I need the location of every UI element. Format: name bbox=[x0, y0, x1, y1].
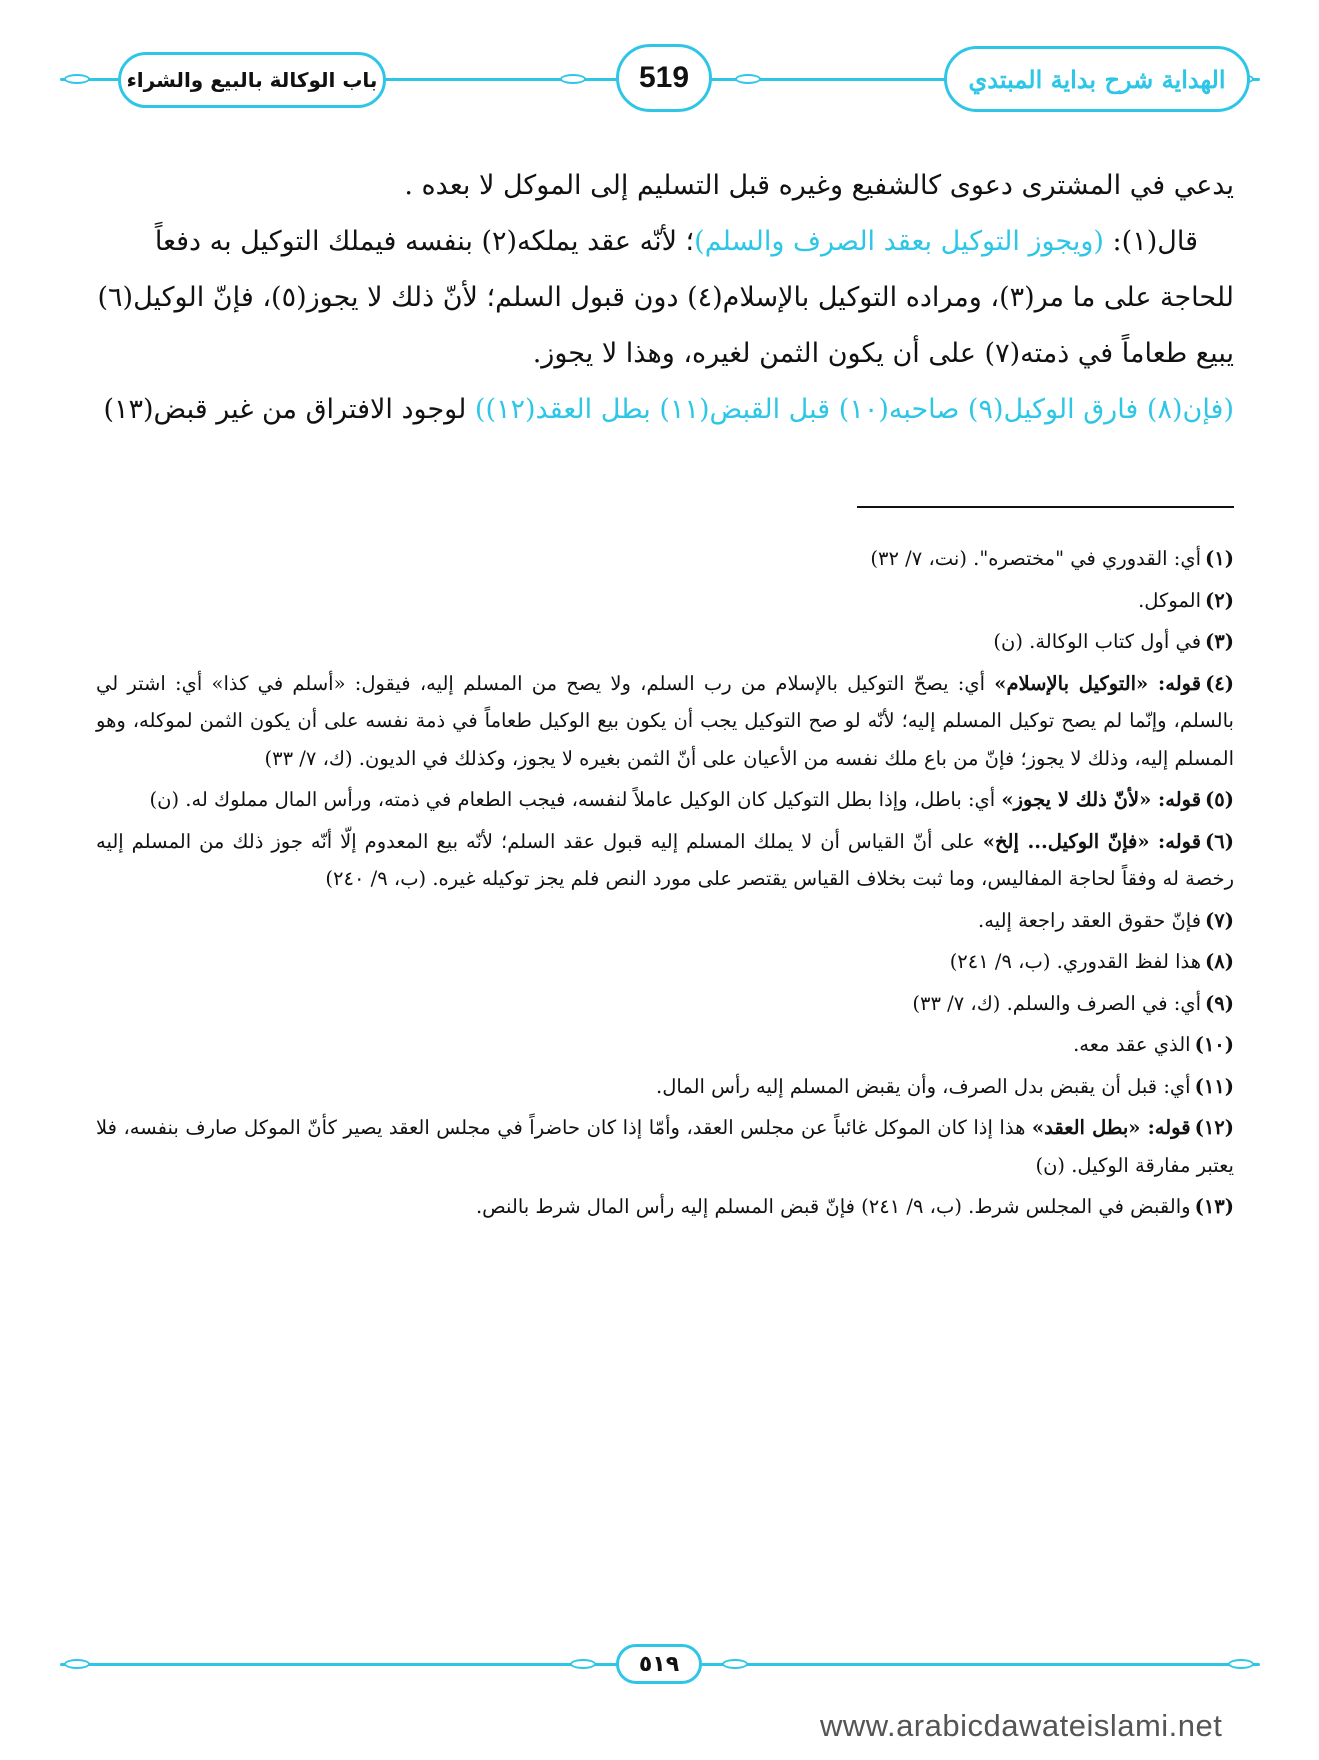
main-line-1: يدعي في المشترى دعوى كالشفيع وغيره قبل التسليم إلى الموكل لا بعده . bbox=[404, 170, 1234, 201]
page-number-header: 519 bbox=[616, 44, 712, 112]
footnote-7: (٧)فإنّ حقوق العقد راجعة إليه. bbox=[978, 908, 1234, 932]
footnote-5: (٥)قوله: «لأنّ ذلك لا يجوز» أي: باطل، وإذا بطل التوكيل كان الوكيل عاملاً لنفسه، فيجب الطعام في ذمته، ورأس المال مملوك له. (ن) bbox=[149, 788, 1234, 811]
matn-highlight: (فإن(٨) فارق الوكيل(٩) صاحبه(١٠) قبل القبض(١١) بطل العقد(١٢)) bbox=[474, 394, 1234, 425]
footnote-9: (٩)أي: في الصرف والسلم. (ك، ٧/ ٣٣) bbox=[912, 991, 1234, 1015]
footer-ornament-mid-left bbox=[570, 1659, 596, 1669]
footer-ornament-right bbox=[1228, 1659, 1254, 1669]
footer-ornament-left bbox=[64, 1659, 90, 1669]
footnote-1: (١)أي: القدوري في "مختصره". (نت، ٧/ ٣٢) bbox=[870, 547, 1234, 570]
main-line-5: (فإن(٨) فارق الوكيل(٩) صاحبه(١٠) قبل القبض(١١) بطل العقد(١٢)) لوجود الافتراق من غير قبض(١٣) bbox=[103, 394, 1234, 425]
footnote-6: (٦)قوله: «فإنّ الوكيل... إلخ» على أنّ القياس أن لا يملك المسلم إليه قبول عقد السلم؛ لأنّه بيع المعدوم إلّا أنّه جوز ذلك من المسلم إليه رخصة له وفقاً لحاجة المفاليس، وما ثبت بخلاف القياس يقتصر على مورد النص فلم يجز توكيله غيره. (ب، ٩/ ٢٤٠) bbox=[96, 829, 1234, 890]
header-ornament-mid-left bbox=[560, 74, 586, 84]
footnote-separator bbox=[857, 506, 1234, 508]
book-title: الهداية شرح بداية المبتدي bbox=[944, 46, 1250, 112]
main-line-3: للحاجة على ما مر(٣)، ومراده التوكيل بالإسلام(٤) دون قبول السلم؛ لأنّ ذلك لا يجوز(٥)، فإنّ الوكيل(٦) bbox=[97, 282, 1234, 313]
footnote-10: (١٠)الذي عقد معه. bbox=[1073, 1033, 1234, 1056]
header-ornament-left bbox=[64, 74, 90, 84]
footnote-8: (٨)هذا لفظ القدوري. (ب، ٩/ ٢٤١) bbox=[949, 950, 1234, 973]
matn-highlight: (ويجوز التوكيل بعقد الصرف والسلم) bbox=[694, 226, 1104, 257]
page-number-footer: ٥١٩ bbox=[616, 1644, 702, 1684]
footnote-3: (٣)في أول كتاب الوكالة. (ن) bbox=[993, 630, 1234, 653]
footnote-4: (٤)قوله: «التوكيل بالإسلام» أي: يصحّ التوكيل بالإسلام من رب السلم، ولا يصح من المسلم إليه، فيقول: «أسلم في كذا» أي: اشتر لي بالسلم، وإنّما لم يصح توكيل المسلم إليه؛ لأنّه لو صح التوكيل يجب أن يكون بيع الوكيل طعاماً في ذمة نفسه على أن يكون الثمن لموكله، وهو المسلم إليه، وذلك لا يجوز؛ فإنّ من باع ملك نفسه من الأعيان على أنّ الثمن بغيره لا يجوز، وكذلك في الديون. (ك، ٧/ ٣٣) bbox=[96, 671, 1235, 770]
main-line-2: قال(١): (ويجوز التوكيل بعقد الصرف والسلم)؛ لأنّه عقد يملكه(٢) بنفسه فيملك التوكيل به دفعاً bbox=[154, 226, 1198, 257]
main-line-4: يبيع طعاماً في ذمته(٧) على أن يكون الثمن لغيره، وهذا لا يجوز. bbox=[532, 338, 1234, 369]
chapter-title: باب الوكالة بالبيع والشراء bbox=[118, 52, 386, 108]
footnotes bbox=[96, 540, 1234, 1230]
footnote-12: (١٢)قوله: «بطل العقد» هذا إذا كان الموكل غائباً عن مجلس العقد، وأمّا إذا كان حاضراً في مجلس العقد يصير كأنّ الموكل صارف بنفسه، فلا يعتبر مفارقة الوكيل. (ن) bbox=[96, 1116, 1235, 1177]
header-ornament-mid-right bbox=[735, 74, 761, 84]
website-watermark: www.arabicdawateislami.net bbox=[820, 1708, 1223, 1743]
footer-ornament-mid-right bbox=[722, 1659, 748, 1669]
footnote-11: (١١)أي: قبل أن يقبض بدل الصرف، وأن يقبض المسلم إليه رأس المال. bbox=[656, 1074, 1234, 1098]
main-text bbox=[96, 158, 1234, 438]
footnote-13: (١٣)والقبض في المجلس شرط. (ب، ٩/ ٢٤١) فإنّ قبض المسلم إليه رأس المال شرط بالنص. bbox=[475, 1195, 1234, 1218]
footnote-2: (٢)الموكل. bbox=[1138, 588, 1234, 612]
